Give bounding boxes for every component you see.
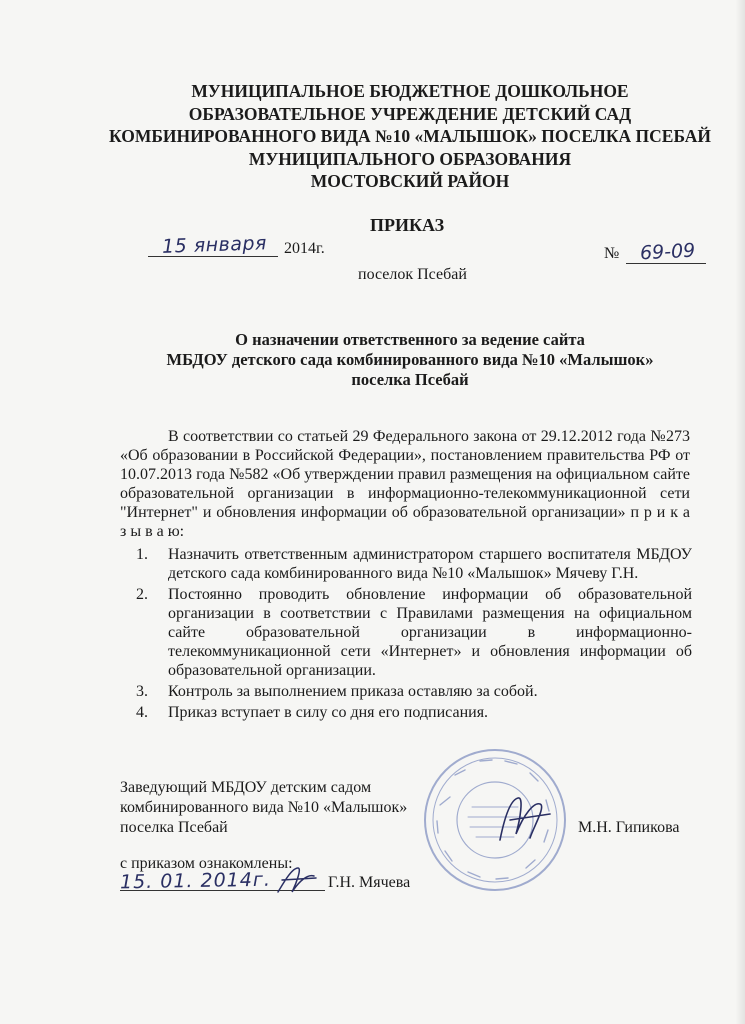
list-item-number: 1. — [136, 546, 148, 563]
order-date-handwritten: 15 января — [161, 232, 268, 258]
body-paragraph: В соответствии со статьей 29 Федерального закона от 29.12.2012 года №273 «Об образовании в Российской Федерации», постановлением правительства РФ от 10.07.2013 года №582 «Об утверждении правил размещения на официальном сайте образовательной организации в информационно-телекоммуникационной сети "Интернет" и обновления информации об образовательной организации» п р и к а з ы в а ю: — [120, 428, 690, 540]
order-body — [120, 427, 690, 541]
order-number-label: № — [604, 245, 620, 262]
order-year: 2014г. — [284, 240, 325, 257]
order-subject — [120, 330, 700, 390]
list-item — [136, 545, 692, 583]
signer-name: М.Н. Гипикова — [578, 819, 680, 836]
acknowledgement-label: с приказом ознакомлены: — [120, 855, 293, 872]
subject-line-3: поселка Псебай — [351, 370, 469, 389]
list-item-text: Назначить ответственным администратором старшего воспитателя МБДОУ детского сада комбинированного вида №10 «Малышок» Мячеву Г.Н. — [168, 546, 692, 582]
order-title: ПРИКАЗ — [370, 215, 445, 235]
acknowledgement-date-handwritten: 15. 01. 2014г. — [119, 868, 272, 894]
subject-line-1: О назначении ответственного за ведение сайта — [235, 330, 585, 349]
list-item-text: Постоянно проводить обновление информации об образовательной организации в соответствии с Правилами размещения на официальном сайте образовательной организации в информационно-телекоммуникационной сети «Интернет» и обновления информации об образовательной организации. — [168, 586, 692, 679]
header-line-4: МУНИЦИПАЛЬНОГО ОБРАЗОВАНИЯ — [248, 148, 572, 169]
order-place: поселок Псебай — [358, 266, 467, 283]
position-line-2: комбинированного вида №10 «Малышок» — [120, 799, 408, 816]
header-line-5: МОСТОВСКИЙ РАЙОН — [310, 171, 510, 191]
order-number-handwritten: 69-09 — [639, 239, 696, 265]
acknowledger-name: Г.Н. Мячева — [328, 874, 411, 891]
scan-edge-shadow — [735, 0, 745, 1024]
list-item-number: 2. — [136, 586, 148, 603]
list-item-text: Приказ вступает в силу со дня его подписания. — [168, 704, 489, 721]
list-item-number: 3. — [136, 683, 148, 700]
order-number-underline — [626, 263, 706, 264]
order-date — [148, 232, 338, 262]
header-line-3: КОМБИНИРОВАННОГО ВИДА №10 «МАЛЫШОК» ПОСЕЛКА ПСЕБАЙ — [108, 126, 712, 146]
list-item — [136, 703, 692, 722]
signature-position — [120, 778, 407, 838]
list-item-number: 4. — [136, 704, 148, 721]
position-line-1: Заведующий МБДОУ детским садом — [120, 779, 372, 796]
list-item — [136, 585, 692, 680]
list-item — [136, 682, 692, 701]
position-line-3: поселка Псебай — [120, 819, 228, 836]
order-items-list — [136, 545, 692, 724]
order-date-underline — [148, 256, 278, 257]
header-line-2: ОБРАЗОВАТЕЛЬНОЕ УЧРЕЖДЕНИЕ ДЕТСКИЙ САД — [188, 103, 632, 124]
director-signature — [490, 790, 560, 850]
organization-header — [100, 80, 720, 193]
subject-line-2: МБДОУ детского сада комбинированного вида №10 «Малышок» — [166, 350, 654, 369]
list-item-text: Контроль за выполнением приказа оставляю за собой. — [168, 683, 538, 700]
header-line-1: МУНИЦИПАЛЬНОЕ БЮДЖЕТНОЕ ДОШКОЛЬНОЕ — [191, 81, 629, 101]
acknowledger-signature — [272, 862, 322, 898]
